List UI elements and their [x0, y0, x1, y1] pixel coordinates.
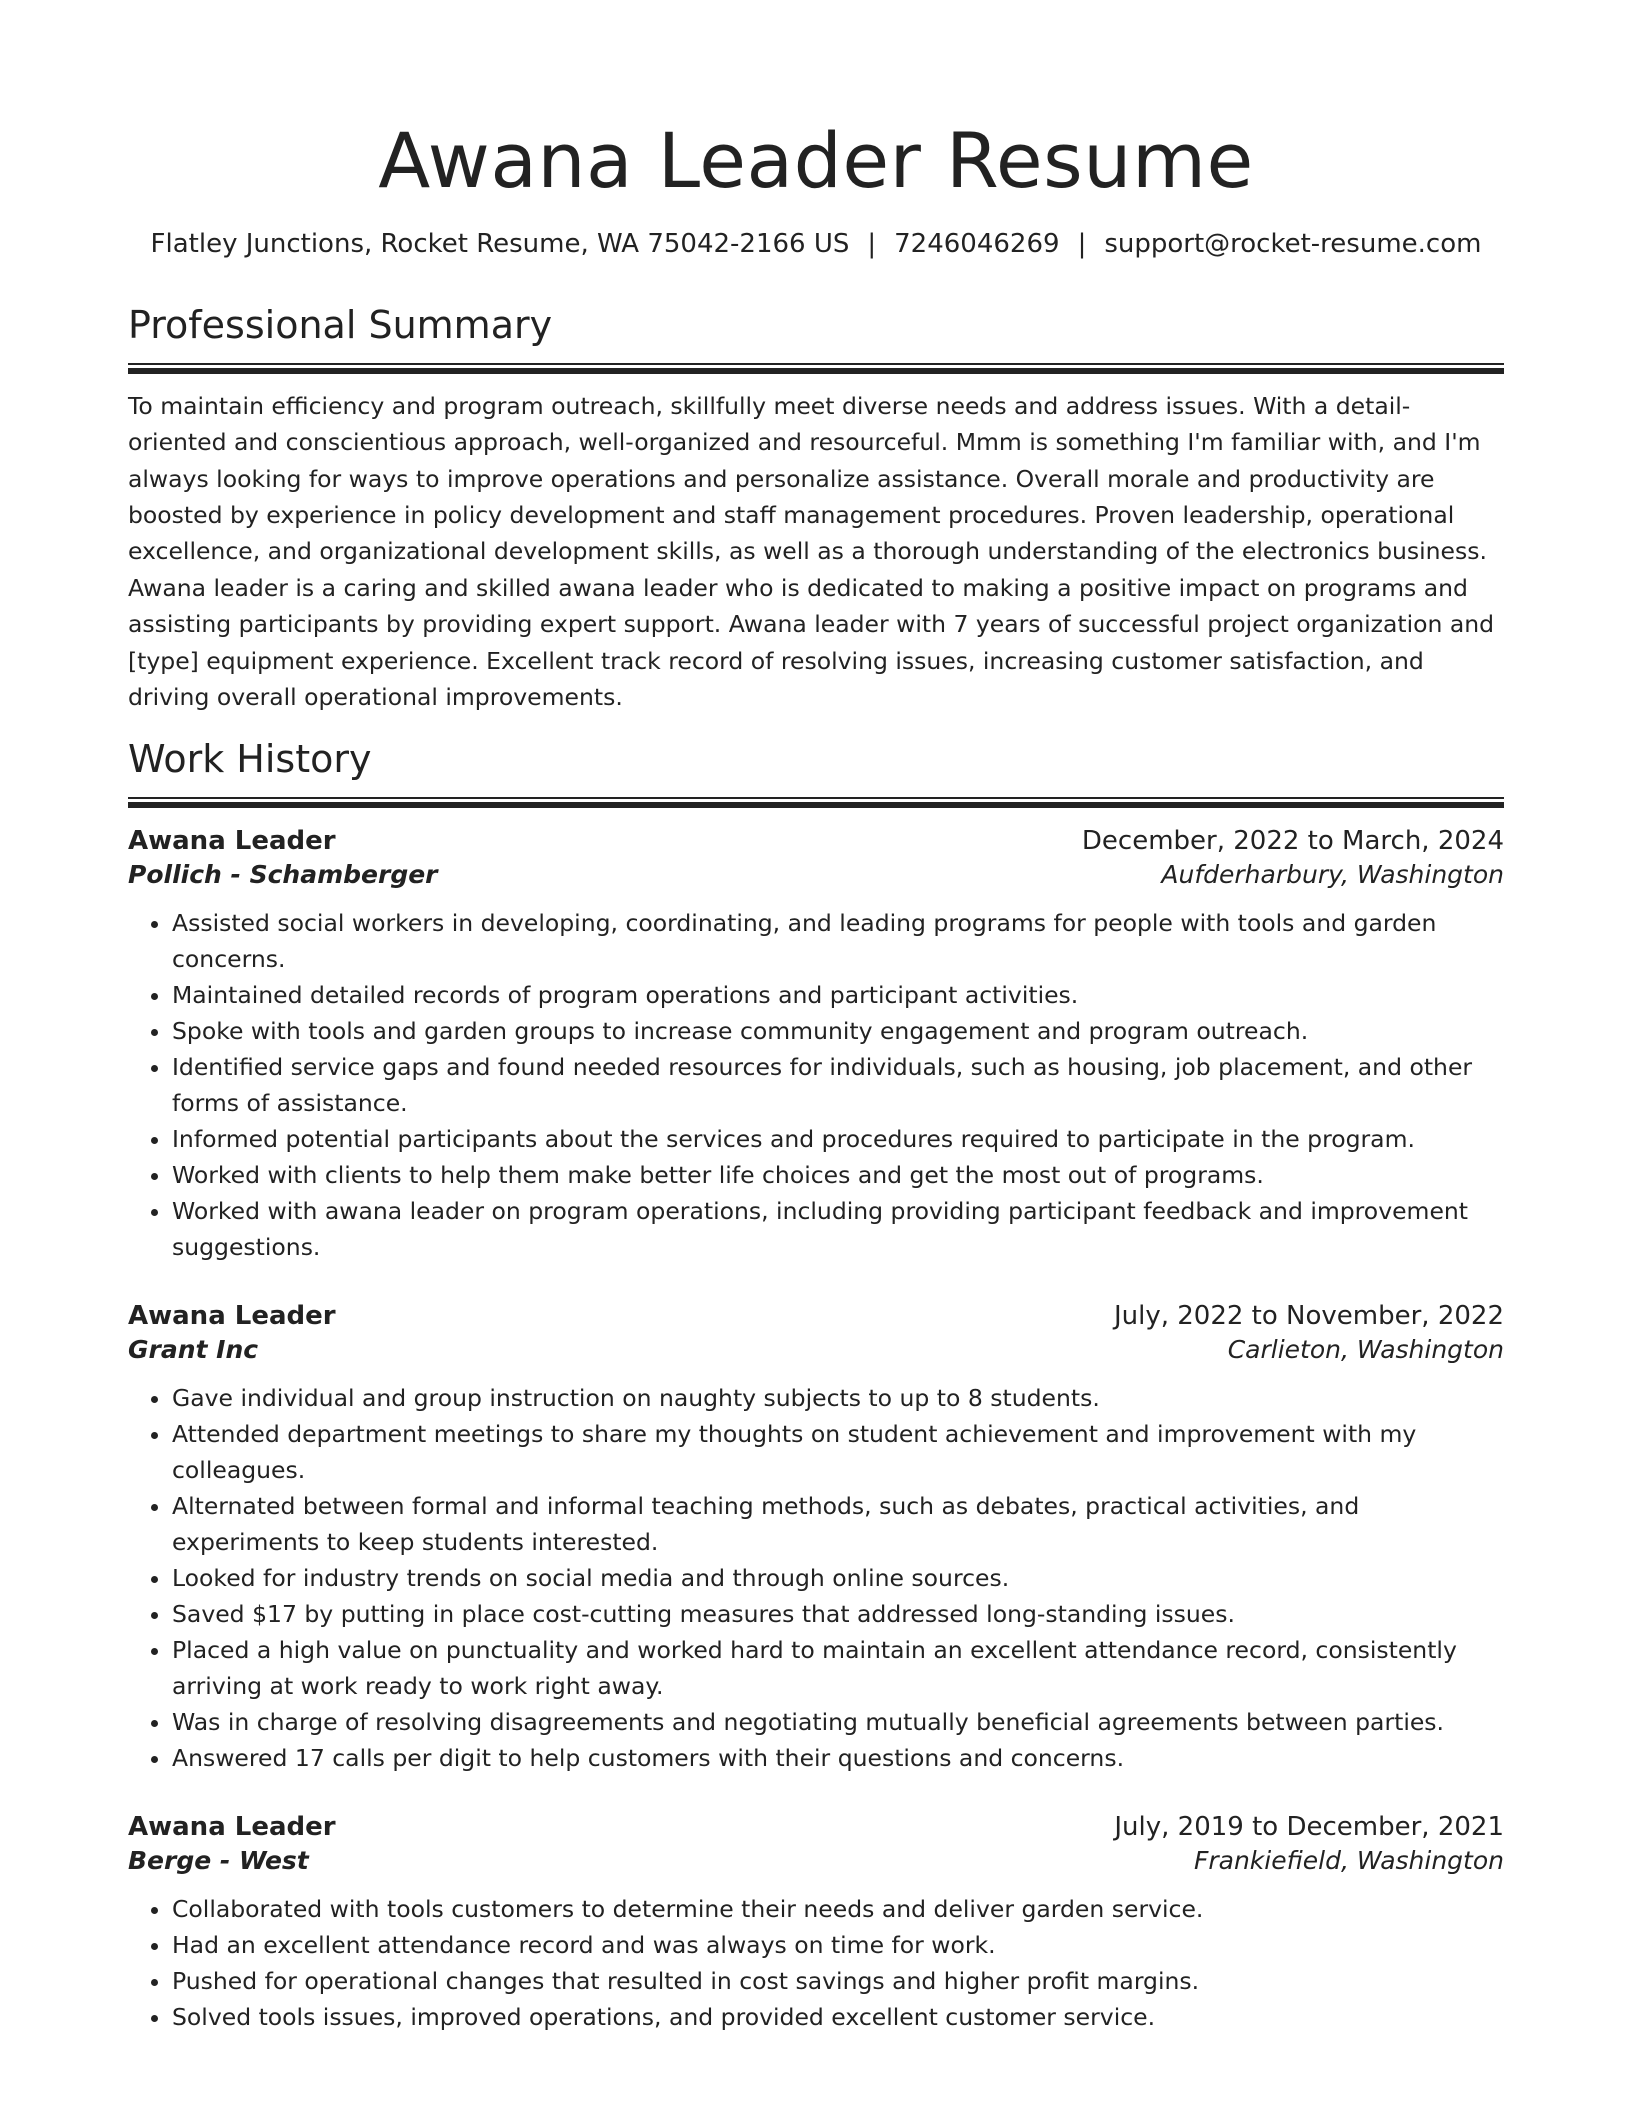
- page-title: Awana Leader Resume: [378, 116, 1254, 205]
- list-item: • Informed potential participants about the services and procedures required to participate in the program.: [172, 1121, 1504, 1157]
- list-item: • Alternated between formal and informal teaching methods, such as debates, practical activities, and experiments to keep students interested.: [172, 1488, 1504, 1560]
- list-item: • Looked for industry trends on social media and through online sources.: [172, 1560, 1504, 1596]
- job-location: Aufderharbury, Washington: [1161, 859, 1504, 889]
- list-item: • Pushed for operational changes that resulted in cost savings and higher profit margins.: [172, 1963, 1504, 1999]
- list-item: • Attended department meetings to share my thoughts on student achievement and improvement with my colleagues.: [172, 1416, 1504, 1488]
- list-item: • Answered 17 calls per digit to help customers with their questions and concerns.: [172, 1740, 1504, 1776]
- work-history-section: [128, 737, 1504, 2035]
- job-bullets: [128, 1380, 1504, 1776]
- contact-address: Flatley Junctions, Rocket Resume, WA 75042-2166 US: [150, 229, 850, 260]
- job-title: Awana Leader: [128, 1811, 336, 1842]
- list-item: • Spoke with tools and garden groups to increase community engagement and program outreach.: [172, 1013, 1504, 1049]
- list-item: • Identified service gaps and found needed resources for individuals, such as housing, job placement, and other forms of assistance.: [172, 1049, 1504, 1121]
- job-dates: July, 2019 to December, 2021: [1114, 1811, 1504, 1842]
- summary-text: To maintain efficiency and program outreach, skillfully meet diverse needs and address issues. With a detail-oriented and conscientious approach, well-organized and resourceful. Mmm is something I'm familiar with, and I'm always looking for ways to improve operations and personalize assistance. Overall morale and productivity are boosted by experience in policy development and staff management procedures. Proven leadership, operational excellence, and organizational development skills, as well as a thorough understanding of the electronics business. Awana leader is a caring and skilled awana leader who is dedicated to making a positive impact on programs and assisting participants by providing expert support. Awana leader with 7 years of successful project organization and [type] equipment experience. Excellent track record of resolving issues, increasing customer satisfaction, and driving overall operational improvements.: [128, 391, 1495, 711]
- list-item: • Worked with clients to help them make better life choices and get the most out of programs.: [172, 1157, 1504, 1193]
- section-divider: [128, 363, 1504, 374]
- list-item: • Had an excellent attendance record and was always on time for work.: [172, 1927, 1504, 1963]
- job-title: Awana Leader: [128, 825, 336, 856]
- job-location: Carlieton, Washington: [1227, 1334, 1504, 1364]
- contact-separator: |: [1077, 229, 1087, 260]
- list-item: • Saved $17 by putting in place cost-cutting measures that addressed long-standing issues.: [172, 1596, 1504, 1632]
- job-title: Awana Leader: [128, 1300, 336, 1331]
- job-company: Grant Inc: [128, 1334, 259, 1364]
- job-bullets: [128, 1891, 1504, 2035]
- contact-line: [128, 229, 1504, 259]
- contact-phone: 7246046269: [894, 229, 1060, 260]
- job-company: Pollich - Schamberger: [128, 859, 438, 889]
- list-item: • Maintained detailed records of program operations and participant activities.: [172, 977, 1504, 1013]
- section-heading-summary: Professional Summary: [128, 303, 553, 348]
- job-location: Frankiefield, Washington: [1193, 1845, 1504, 1875]
- contact-separator: |: [867, 229, 877, 260]
- job-bullets: [128, 905, 1504, 1265]
- job-entry: [128, 1812, 1504, 2035]
- list-item: • Was in charge of resolving disagreements and negotiating mutually beneficial agreements between parties.: [172, 1704, 1504, 1740]
- job-entry: [128, 1301, 1504, 1776]
- list-item: • Worked with awana leader on program operations, including providing participant feedback and improvement suggestions.: [172, 1193, 1504, 1265]
- job-entry: [128, 826, 1504, 1265]
- professional-summary-section: [128, 303, 1504, 715]
- job-company: Berge - West: [128, 1845, 309, 1875]
- section-divider: [128, 797, 1504, 808]
- list-item: • Gave individual and group instruction on naughty subjects to up to 8 students.: [172, 1380, 1504, 1416]
- list-item: • Solved tools issues, improved operations, and provided excellent customer service.: [172, 1999, 1504, 2035]
- list-item: • Placed a high value on punctuality and worked hard to maintain an excellent attendance record, consistently arriving at work ready to work right away.: [172, 1632, 1504, 1704]
- job-dates: July, 2022 to November, 2022: [1113, 1300, 1504, 1331]
- section-heading-work-history: Work History: [128, 737, 372, 782]
- list-item: • Assisted social workers in developing, coordinating, and leading programs for people with tools and garden concerns.: [172, 905, 1504, 977]
- contact-email: support@rocket-resume.com: [1104, 229, 1482, 260]
- list-item: • Collaborated with tools customers to determine their needs and deliver garden service.: [172, 1891, 1504, 1927]
- job-dates: December, 2022 to March, 2024: [1081, 825, 1504, 856]
